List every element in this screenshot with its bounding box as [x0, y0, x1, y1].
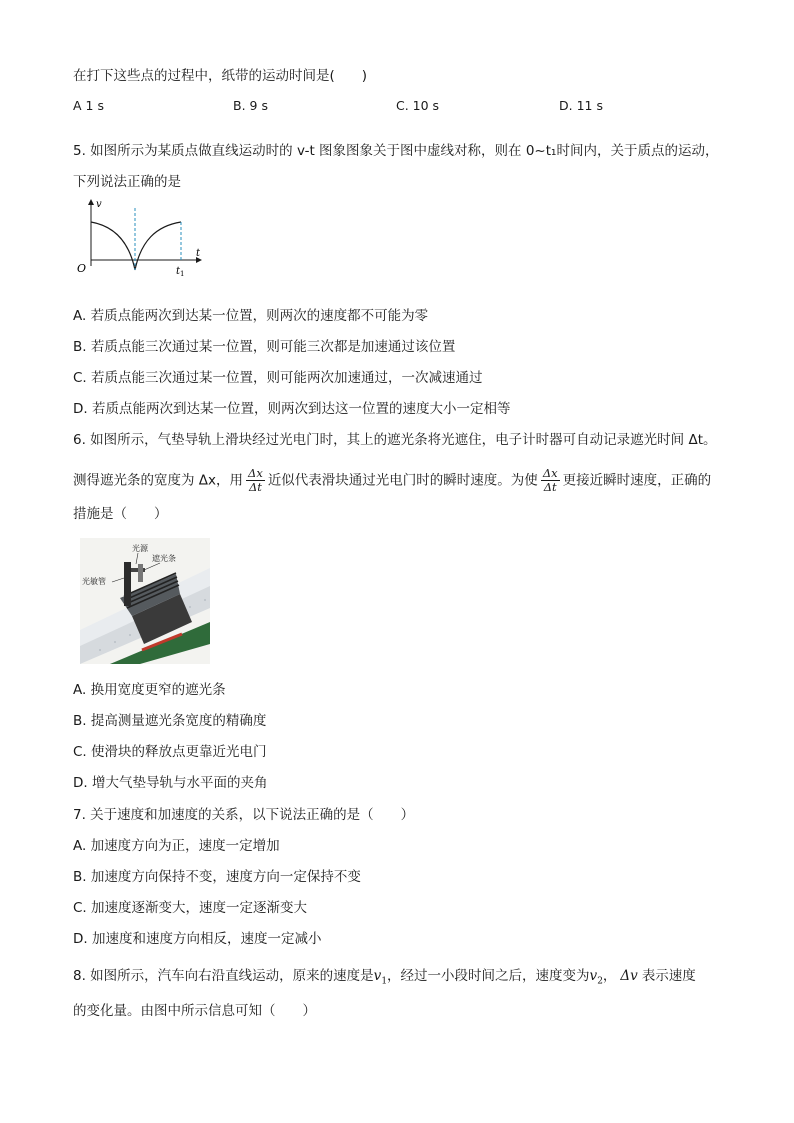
q7-stem: 7. 关于速度和加速度的关系，以下说法正确的是（ ） — [73, 807, 415, 823]
q5-stem-line1: 5. 如图所示为某质点做直线运动时的 v-t 图象图象关于图中虚线对称，则在 0~t₁时间内，关于质点的运动， — [73, 143, 719, 159]
q4-options — [73, 98, 733, 118]
vt-curve-right — [135, 222, 181, 270]
q6-stem-line3: 措施是（ ） — [73, 506, 168, 522]
q5-option-d[interactable]: D. 若质点能两次到达某一位置，则两次到达这一位置的速度大小一定相等 — [73, 401, 511, 417]
q7-option-d[interactable]: D. 加速度和速度方向相反，速度一定减小 — [73, 931, 322, 947]
q8-stem-line2: 的变化量。由图中所示信息可知（ ） — [73, 1003, 316, 1019]
t1-label: $t_1$ — [176, 266, 185, 276]
q7-option-a[interactable]: A. 加速度方向为正，速度一定增加 — [73, 838, 280, 854]
fraction-dx-dt-1: $\frac{\Delta x}{\Delta t}$ — [248, 466, 263, 494]
q6-stem-line1: 6. 如图所示，气垫导轨上滑块经过光电门时，其上的遮光条将光遮住，电子计时器可自动记录遮光时间 Δt。 — [73, 432, 717, 448]
v2-symbol: $v_2$ — [589, 968, 603, 987]
q6-option-d[interactable]: D. 增大气垫导轨与水平面的夹角 — [73, 775, 268, 791]
vt-curve-left — [91, 222, 135, 270]
q5-option-c[interactable]: C. 若质点能三次通过某一位置，则可能两次加速通过，一次减速通过 — [73, 370, 483, 386]
q4-option-a[interactable]: A 1 s — [73, 98, 104, 113]
label-photosensor: 光敏管 — [82, 577, 106, 586]
q7-option-b[interactable]: B. 加速度方向保持不变，速度方向一定保持不变 — [73, 869, 361, 885]
v-axis-label: v — [96, 199, 102, 210]
q5-option-a[interactable]: A. 若质点能两次到达某一位置，则两次的速度都不可能为零 — [73, 308, 429, 324]
q6-option-b[interactable]: B. 提高测量遮光条宽度的精确度 — [73, 713, 267, 729]
delta-v-symbol: Δv — [620, 968, 638, 984]
q6-option-a[interactable]: A. 换用宽度更窄的遮光条 — [73, 682, 226, 698]
q5-vt-graph — [74, 196, 204, 276]
q4-option-d[interactable]: D. 11 s — [559, 98, 603, 113]
origin-label: O — [77, 262, 87, 275]
fraction-dx-dt-2: $\frac{\Delta x}{\Delta t}$ — [542, 466, 558, 494]
q8-stem-line1: 8. 如图所示，汽车向右沿直线运动，原来的速度是$v_1$，经过一小段时间之后，速度变为$v_2$， Δv 表示速度 — [73, 968, 696, 987]
t-axis-label: t — [196, 248, 201, 259]
q5-stem-line2: 下列说法正确的是 — [73, 174, 181, 190]
q7-option-c[interactable]: C. 加速度逐渐变大，速度一定逐渐变大 — [73, 900, 308, 916]
q4-option-b[interactable]: B. 9 s — [233, 98, 268, 113]
q6-stem-line2: 测得遮光条的宽度为 Δx，用 $\frac{\Delta x}{\Delta t}$ 近似代表滑块通过光电门时的瞬时速度。为使 $\frac{\Delta x}{\Delta t}$ 更接近瞬时速度，正确的 — [73, 466, 712, 494]
q5-option-b[interactable]: B. 若质点能三次通过某一位置，则可能三次都是加速通过该位置 — [73, 339, 456, 355]
q4-option-c[interactable]: C. 10 s — [396, 98, 440, 113]
q6-option-c[interactable]: C. 使滑块的释放点更靠近光电门 — [73, 744, 267, 760]
label-shading-strip: 遮光条 — [152, 554, 176, 563]
label-light-source: 光源 — [132, 544, 148, 553]
air-track-photo — [80, 538, 210, 664]
v1-symbol: $v_1$ — [373, 968, 388, 987]
q4-stem: 在打下这些点的过程中，纸带的运动时间是( ) — [73, 68, 368, 84]
